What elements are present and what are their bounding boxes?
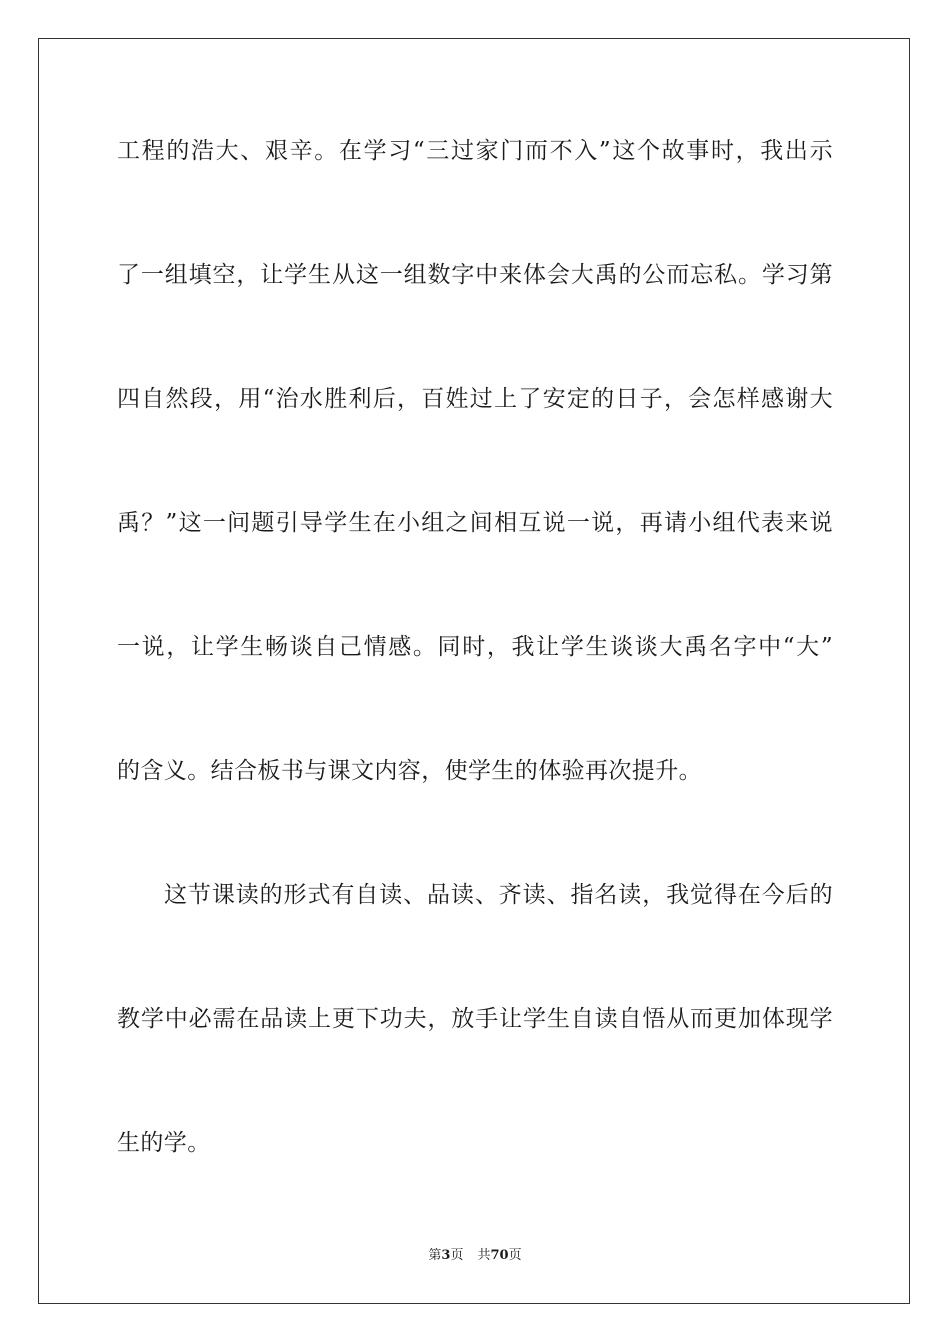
- text-line-4: 禹？”这一问题引导学生在小组之间相互说一说，再请小组代表来说: [117, 510, 833, 536]
- text-line-5: 一说，让学生畅谈自己情感。同时，我让学生谈谈大禹名字中“大”: [117, 634, 833, 660]
- text-line-2: 了一组填空，让学生从这一组数字中来体会大禹的公而忘私。学习第: [117, 262, 833, 288]
- text-line-3: 四自然段，用“治水胜利后，百姓过上了安定的日子，会怎样感谢大: [117, 386, 833, 412]
- text-line-1: 工程的浩大、艰辛。在学习“三过家门而不入”这个故事时，我出示: [117, 138, 833, 164]
- text-line-9: 生的学。: [117, 1130, 211, 1156]
- page-border: [38, 38, 910, 1304]
- page-footer: [0, 1247, 950, 1265]
- total-prefix: 共: [477, 1248, 491, 1263]
- total-pages: 70: [490, 1248, 509, 1263]
- text-line-8: 教学中必需在品读上更下功夫，放手让学生自读自悟从而更加体现学: [117, 1006, 833, 1032]
- total-suffix: 页: [508, 1248, 522, 1263]
- page-number: 3: [441, 1248, 451, 1263]
- page-prefix: 第: [428, 1248, 442, 1263]
- text-line-7: 这节课读的形式有自读、品读、齐读、指名读，我觉得在今后的: [164, 882, 833, 908]
- page-suffix: 页: [450, 1248, 464, 1263]
- text-line-6: 的含义。结合板书与课文内容，使学生的体验再次提升。: [117, 758, 702, 784]
